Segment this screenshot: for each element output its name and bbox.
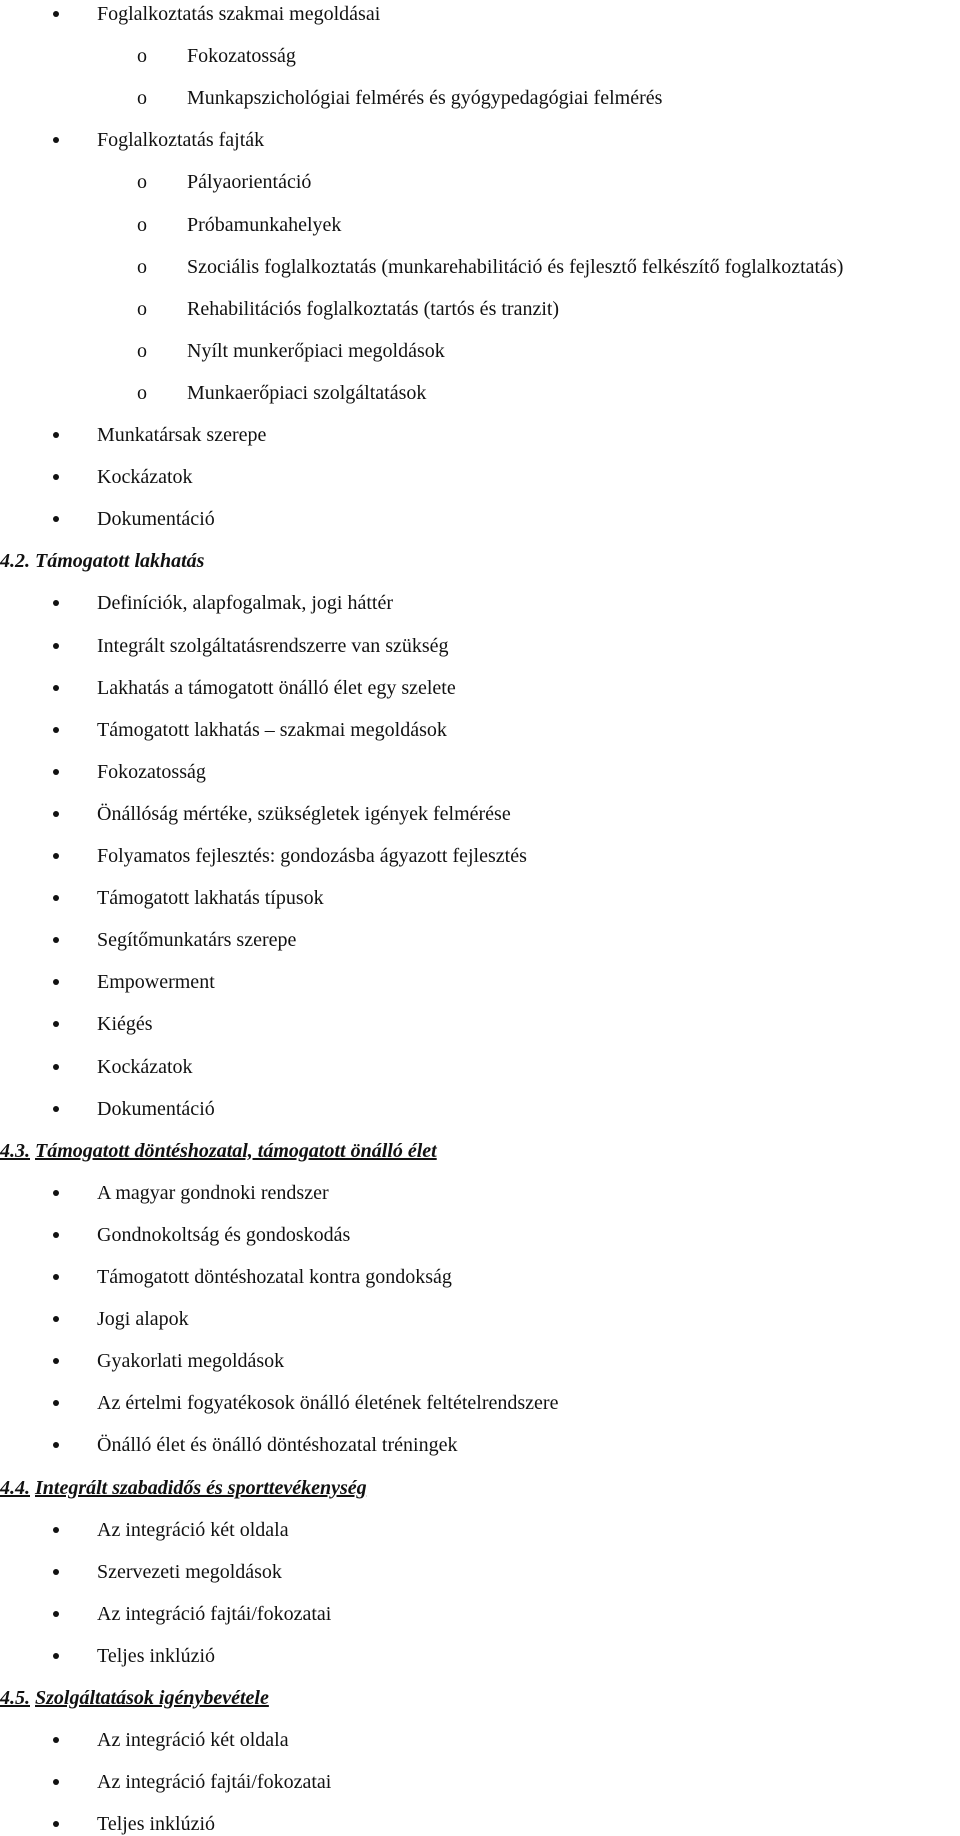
bullet-icon: [53, 685, 59, 691]
bullet-icon: [53, 811, 59, 817]
bullet-icon: [53, 1653, 59, 1659]
bullet-icon: [53, 853, 59, 859]
list-item-text: Definíciók, alapfogalmak, jogi háttér: [97, 592, 394, 615]
bullet-icon: [53, 1316, 59, 1322]
sub-list-item-text: Rehabilitációs foglalkoztatás (tartós és tranzit): [187, 297, 560, 320]
bullet-icon: [53, 727, 59, 733]
bullet-icon: [53, 1611, 59, 1617]
section-title: Integrált szabadidős és sporttevékenység: [35, 1476, 367, 1499]
list-item-text: Támogatott lakhatás típusok: [97, 887, 324, 910]
bullet-icon: [53, 895, 59, 901]
list-item-text: Az integráció két oldala: [97, 1729, 289, 1752]
bullet-icon: [53, 1400, 59, 1406]
list-item-text: Integrált szolgáltatásrendszerre van szükség: [97, 634, 449, 657]
bullet-icon: [53, 1190, 59, 1196]
bullet-icon: [53, 1274, 59, 1280]
list-item-text: Önállóság mértéke, szükségletek igények felmérése: [97, 802, 511, 825]
list-item-text: Gondnokoltság és gondoskodás: [97, 1223, 351, 1246]
bullet-icon: [53, 1442, 59, 1448]
bullet-icon: [53, 1527, 59, 1533]
list-item-text: Gyakorlati megoldások: [97, 1350, 285, 1373]
sub-bullet-marker: o: [137, 297, 147, 320]
list-item-text: Foglalkoztatás fajták: [97, 129, 265, 152]
sub-list-item-text: Pályaorientáció: [187, 171, 312, 194]
list-item-text: Foglalkoztatás szakmai megoldásai: [97, 3, 381, 25]
sub-bullet-marker: o: [137, 339, 147, 362]
sub-bullet-marker: o: [137, 255, 147, 278]
sub-bullet-marker: o: [137, 45, 147, 68]
section-number: 4.4.: [0, 1476, 30, 1499]
list-item-text: Önálló élet és önálló döntéshozatal tréningek: [97, 1434, 458, 1457]
section-title: Szolgáltatások igénybevétele: [35, 1687, 269, 1709]
sub-bullet-marker: o: [137, 87, 147, 110]
bullet-icon: [53, 769, 59, 775]
list-item-text: Folyamatos fejlesztés: gondozásba ágyazott fejlesztés: [97, 845, 527, 867]
sub-list-item-text: Próbamunkahelyek: [187, 213, 342, 236]
list-item-text: Szervezeti megoldások: [97, 1560, 282, 1583]
bullet-icon: [53, 643, 59, 649]
sub-bullet-marker: o: [137, 213, 147, 236]
bullet-icon: [53, 1021, 59, 1027]
list-item-text: Kockázatok: [97, 466, 193, 489]
list-item-text: Fokozatosság: [97, 760, 206, 783]
sub-bullet-marker: o: [137, 381, 147, 404]
section-number: 4.5.: [0, 1687, 30, 1709]
list-item-text: Támogatott lakhatás – szakmai megoldások: [97, 718, 447, 741]
list-item-text: Segítőmunkatárs szerepe: [97, 929, 297, 952]
sub-list-item-text: Fokozatosság: [187, 45, 296, 68]
bullet-icon: [53, 1779, 59, 1785]
list-item-text: Munkatársak szerepe: [97, 424, 267, 446]
sub-list-item-text: Munkapszichológiai felmérés és gyógypedagógiai felmérés: [187, 87, 663, 110]
list-item-text: Empowerment: [97, 971, 215, 994]
section-title: Támogatott döntéshozatal, támogatott önálló élet: [35, 1139, 437, 1162]
bullet-icon: [53, 1358, 59, 1364]
list-item-text: Kiégés: [97, 1013, 153, 1036]
sub-bullet-marker: o: [137, 171, 147, 194]
list-item-text: A magyar gondnoki rendszer: [97, 1181, 329, 1204]
bullet-icon: [53, 937, 59, 943]
list-item-text: Lakhatás a támogatott önálló élet egy szelete: [97, 676, 456, 699]
list-item-text: Támogatott döntéshozatal kontra gondokság: [97, 1266, 452, 1288]
list-item-text: Az integráció fajtái/fokozatai: [97, 1602, 332, 1625]
bullet-icon: [53, 1737, 59, 1743]
bullet-icon: [53, 1064, 59, 1070]
sub-list-item-text: Szociális foglalkoztatás (munkarehabilitáció és fejlesztő felkészítő foglalkoztatás): [187, 255, 844, 278]
list-item-text: Kockázatok: [97, 1055, 193, 1078]
bullet-icon: [53, 1106, 59, 1112]
sub-list-item-text: Nyílt munkerőpiaci megoldások: [187, 339, 445, 362]
sub-list-item-text: Munkaerőpiaci szolgáltatások: [187, 381, 427, 404]
bullet-icon: [53, 474, 59, 480]
list-item-text: Teljes inklúzió: [97, 1644, 216, 1667]
section-number: 4.2.: [0, 550, 30, 573]
list-item-text: Dokumentáció: [97, 508, 215, 531]
list-item-text: Dokumentáció: [97, 1097, 215, 1120]
bullet-icon: [53, 137, 59, 143]
bullet-icon: [53, 1569, 59, 1575]
list-item-text: Az integráció fajtái/fokozatai: [97, 1771, 332, 1794]
bullet-icon: [53, 516, 59, 522]
section-title: Támogatott lakhatás: [35, 550, 205, 573]
bullet-icon: [53, 432, 59, 438]
bullet-icon: [53, 979, 59, 985]
bullet-icon: [53, 1821, 59, 1827]
list-item-text: Az értelmi fogyatékosok önálló életének feltételrendszere: [97, 1392, 559, 1415]
bullet-icon: [53, 600, 59, 606]
list-item-text: Teljes inklúzió: [97, 1813, 216, 1836]
bullet-icon: [53, 1232, 59, 1238]
list-item-text: Az integráció két oldala: [97, 1518, 289, 1541]
bullet-icon: [53, 11, 59, 17]
list-item-text: Jogi alapok: [97, 1308, 189, 1331]
section-number: 4.3.: [0, 1139, 30, 1162]
